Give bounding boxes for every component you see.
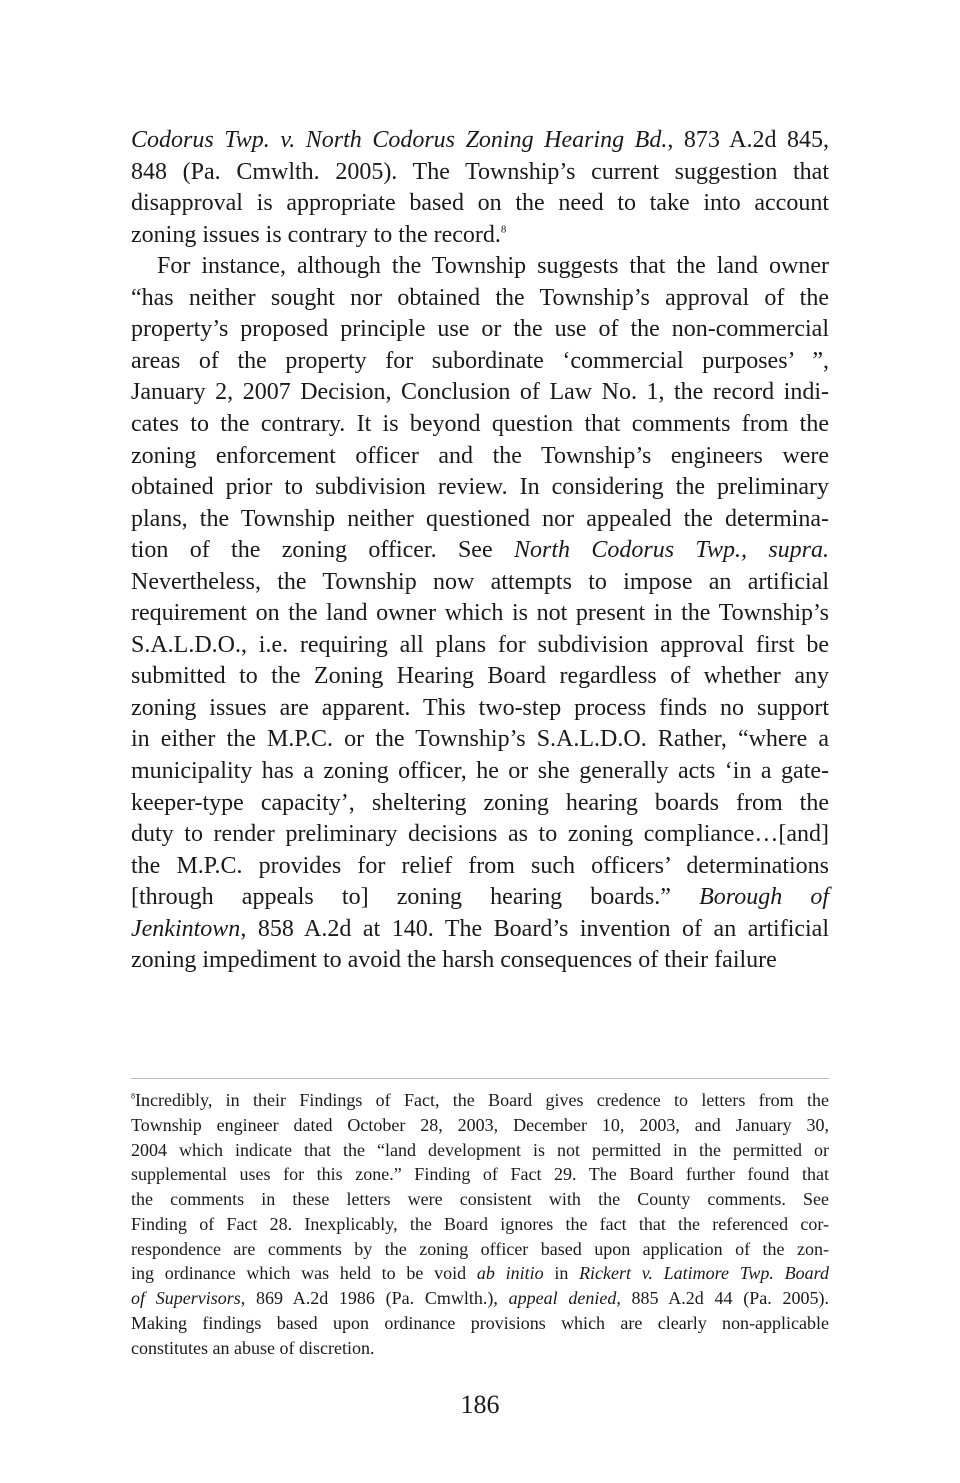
text-run: ing ordinance which was held to be void bbox=[131, 1263, 477, 1284]
footnote-line bbox=[131, 1237, 829, 1262]
footnote-line bbox=[131, 1088, 829, 1113]
text-run: , 885 A.2d 44 (Pa. 2005). bbox=[616, 1288, 829, 1308]
body-line bbox=[131, 157, 829, 189]
footnote-line bbox=[131, 1311, 829, 1336]
text-run: keeper-type capacity’, sheltering zoning hearing boards from the bbox=[131, 789, 829, 816]
footnote-line bbox=[131, 1336, 829, 1361]
body-line bbox=[131, 441, 829, 473]
text-run: respondence are comments by the zoning officer based upon application of the zon- bbox=[131, 1238, 829, 1259]
body-line bbox=[131, 724, 829, 756]
text-run: For instance, although the Township suggests that the land owner bbox=[157, 253, 829, 280]
text-run: the comments in these letters were consistent with the County comments. See bbox=[131, 1189, 829, 1209]
body-line bbox=[131, 472, 829, 504]
text-run: 848 (Pa. Cmwlth. 2005). The Township’s current suggestion that bbox=[131, 158, 829, 185]
text-run: zoning impediment to avoid the harsh consequences of their failure bbox=[131, 947, 777, 974]
body-line bbox=[131, 882, 829, 914]
body-line bbox=[157, 251, 829, 283]
body-line bbox=[131, 945, 829, 977]
text-run: property’s proposed principle use or the use of the non-commercial bbox=[131, 316, 829, 343]
text-run: , 858 A.2d at 140. The Board’s invention of an artificial bbox=[240, 915, 829, 942]
text-run: requirement on the land owner which is not present in the Township’s bbox=[131, 600, 829, 627]
body-line bbox=[131, 220, 829, 252]
body-line bbox=[131, 377, 829, 409]
text-run: , 869 A.2d 1986 (Pa. Cmwlth.), bbox=[240, 1288, 509, 1308]
body-line bbox=[131, 346, 829, 378]
footnote-divider bbox=[131, 1078, 829, 1079]
footnote-line bbox=[131, 1212, 829, 1237]
footnote-marker: 8 bbox=[500, 222, 507, 235]
text-run: Codorus Twp. v. North Codorus Zoning Hearing Bd. bbox=[131, 127, 668, 153]
body-line bbox=[131, 125, 829, 157]
footnote-line bbox=[131, 1162, 829, 1187]
text-run: constitutes an abuse of discretion. bbox=[131, 1337, 375, 1358]
footnote-line bbox=[131, 1286, 829, 1311]
footnote-line bbox=[131, 1261, 829, 1286]
text-run: in either the M.P.C. or the Township’s S.A.L.D.O. Rather, “where a bbox=[131, 726, 829, 753]
text-run: zoning enforcement officer and the Township’s engineers were bbox=[131, 442, 829, 469]
text-run: North Codorus Twp., supra. bbox=[513, 537, 829, 564]
text-run: areas of the property for subordinate ‘commercial purposes’ ”, bbox=[131, 347, 829, 374]
body-line bbox=[131, 661, 829, 693]
text-run: 2004 which indicate that the “land development is not permitted in the permitted or bbox=[131, 1139, 829, 1160]
footnote-marker: 8 bbox=[131, 1091, 136, 1101]
text-run: of Supervisors bbox=[131, 1288, 241, 1308]
body-line bbox=[131, 188, 829, 220]
text-run: supplemental uses for this zone.” Finding of Fact 29. The Board further found that bbox=[131, 1164, 829, 1185]
footnote-line bbox=[131, 1113, 829, 1138]
text-run: the M.P.C. provides for relief from such officers’ determinations bbox=[131, 852, 829, 879]
text-run: Township engineer dated October 28, 2003, December 10, 2003, and January 30, bbox=[131, 1114, 829, 1135]
body-line bbox=[131, 598, 829, 630]
body-line bbox=[131, 409, 829, 441]
text-run: Incredibly, in their Findings of Fact, the Board gives credence to letters from the bbox=[135, 1090, 829, 1110]
text-run: zoning issues are apparent. This two-step process finds no support bbox=[131, 694, 829, 721]
body-line bbox=[131, 535, 829, 567]
body-line bbox=[131, 314, 829, 346]
text-run: January 2, 2007 Decision, Conclusion of Law No. 1, the record indi- bbox=[131, 379, 829, 406]
footnote-line bbox=[131, 1138, 829, 1163]
text-run: Jenkintown bbox=[131, 915, 241, 942]
footnote-line bbox=[131, 1187, 829, 1212]
text-run: in bbox=[543, 1263, 580, 1284]
text-run: duty to render preliminary decisions as to zoning compliance…[and] bbox=[131, 821, 829, 848]
body-line bbox=[131, 756, 829, 788]
body-line bbox=[131, 693, 829, 725]
text-run: Rickert v. Latimore Twp. Board bbox=[579, 1263, 829, 1284]
text-run: [through appeals to] zoning hearing boards.” bbox=[131, 884, 700, 911]
text-run: Making findings based upon ordinance provisions which are clearly non-applicable bbox=[131, 1312, 829, 1333]
page-number: 186 bbox=[460, 1390, 500, 1419]
text-run: ab initio bbox=[476, 1263, 544, 1284]
text-run: appeal denied bbox=[508, 1288, 617, 1308]
body-line bbox=[131, 851, 829, 883]
text-run: submitted to the Zoning Hearing Board regardless of whether any bbox=[131, 663, 829, 690]
body-line bbox=[131, 504, 829, 536]
body-line bbox=[131, 819, 829, 851]
text-run: S.A.L.D.O., i.e. requiring all plans for subdivision approval first be bbox=[131, 631, 829, 658]
text-run: obtained prior to subdivision review. In considering the preliminary bbox=[131, 474, 829, 501]
body-line bbox=[131, 630, 829, 662]
text-run: tion of the zoning officer. See bbox=[131, 537, 514, 564]
body-line bbox=[131, 567, 829, 599]
text-run: Borough of bbox=[699, 884, 830, 911]
text-run: Nevertheless, the Township now attempts to impose an artificial bbox=[131, 568, 829, 595]
text-run: “has neither sought nor obtained the Township’s approval of the bbox=[131, 284, 829, 311]
text-run: cates to the contrary. It is beyond question that comments from the bbox=[131, 410, 829, 437]
text-run: zoning issues is contrary to the record. bbox=[131, 221, 501, 248]
text-run: Finding of Fact 28. Inexplicably, the Board ignores the fact that the referenced cor- bbox=[131, 1213, 829, 1234]
text-run: municipality has a zoning officer, he or she generally acts ‘in a gate- bbox=[131, 758, 829, 784]
text-run: , 873 A.2d 845, bbox=[667, 127, 829, 153]
body-line bbox=[131, 914, 829, 946]
text-run: plans, the Township neither questioned nor appealed the determina- bbox=[131, 505, 829, 532]
body-line bbox=[131, 283, 829, 315]
body-line bbox=[131, 788, 829, 820]
text-run: disapproval is appropriate based on the need to take into account bbox=[131, 190, 829, 217]
